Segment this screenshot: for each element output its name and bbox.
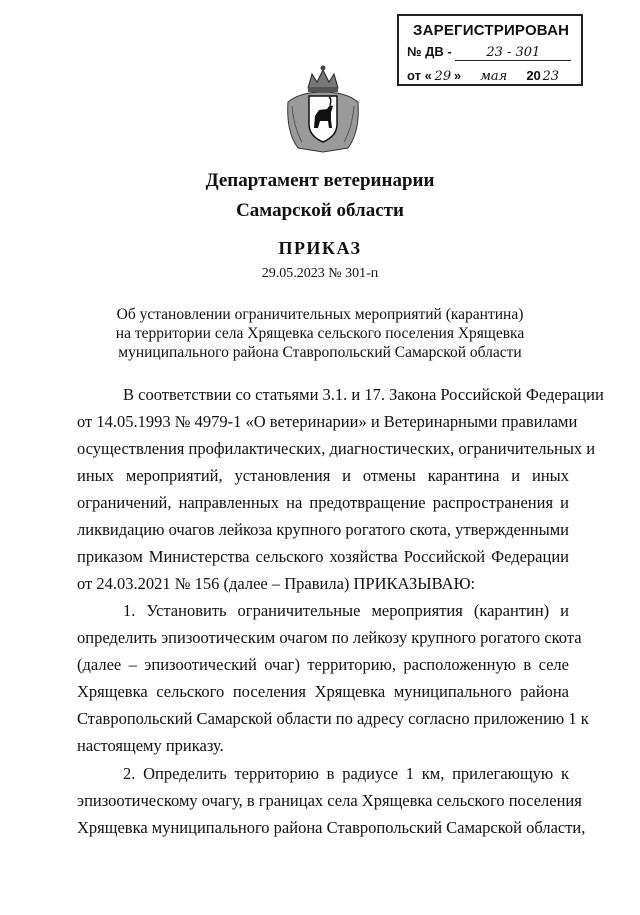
stamp-date-month: мая: [465, 69, 523, 85]
subject-line: Об установлении ограничительных мероприятий (карантина): [116, 306, 524, 323]
body-line: Хрящевка муниципального района Ставропольский Самарской области,: [77, 818, 586, 837]
stamp-number-line: [407, 44, 571, 61]
department-name-line1: Департамент ветеринарии: [205, 170, 435, 191]
stamp-date-mid: »: [453, 68, 462, 83]
registration-stamp: [397, 14, 583, 86]
order-title: ПРИКАЗ: [278, 238, 362, 258]
subject-line: муниципального района Ставропольский Самарской области: [118, 344, 522, 361]
body-line: приказом Министерства сельского хозяйства Российской Федерации: [77, 547, 569, 566]
stamp-number-value: 23 - 301: [455, 45, 571, 61]
body-line: Ставропольский Самарской области по адресу согласно приложению 1 к: [77, 709, 589, 728]
department-name-line2: Самарской области: [236, 200, 404, 221]
body-line: 1. Установить ограничительные мероприятия (карантин) и: [123, 601, 569, 620]
body-line: от 24.03.2021 № 156 (далее – Правила) ПРИКАЗЫВАЮ:: [77, 574, 476, 593]
coat-of-arms-icon: [284, 62, 362, 154]
body-line: настоящему приказу.: [77, 736, 224, 755]
stamp-date-day: 29: [432, 69, 454, 85]
body-line: ликвидацию очагов лейкоза крупного рогатого скота, утвержденными: [77, 520, 569, 539]
body-line: осуществления профилактических, диагностических, ограничительных и: [77, 439, 596, 458]
stamp-date-year-prefix: 20: [526, 68, 541, 83]
order-number: 29.05.2023 № 301-п: [261, 266, 379, 281]
body-line: (далее – эпизоотический очаг) территорию, расположенную в селе: [77, 655, 569, 674]
body-line: Хрящевка сельского поселения Хрящевка муниципального района: [77, 682, 569, 701]
stamp-title: ЗАРЕГИСТРИРОВАН: [413, 22, 570, 39]
body-line: 2. Определить территорию в радиусе 1 км, прилегающую к: [123, 764, 569, 783]
body-line: иных мероприятий, установления и отмены карантина и иных: [77, 466, 569, 485]
subject-line: на территории села Хрящевка сельского поселения Хрящевка: [115, 325, 525, 342]
body-line: определить эпизоотическим очагом по лейкозу крупного рогатого скота: [77, 628, 582, 647]
stamp-date-year-suffix: 23: [542, 69, 560, 84]
stamp-date-line: [407, 68, 561, 85]
body-line: от 14.05.1993 № 4979-1 «О ветеринарии» и Ветеринарными правилами: [77, 412, 578, 431]
stamp-number-prefix: № ДВ -: [407, 44, 452, 59]
body-line: эпизоотическому очагу, в границах села Хрящевка сельского поселения: [77, 791, 582, 810]
body-line: В соответствии со статьями 3.1. и 17. Закона Российской Федерации: [123, 385, 604, 404]
body-line: ограничений, направленных на предотвращение распространения и: [77, 493, 569, 512]
stamp-date-prefix: от «: [407, 68, 432, 83]
